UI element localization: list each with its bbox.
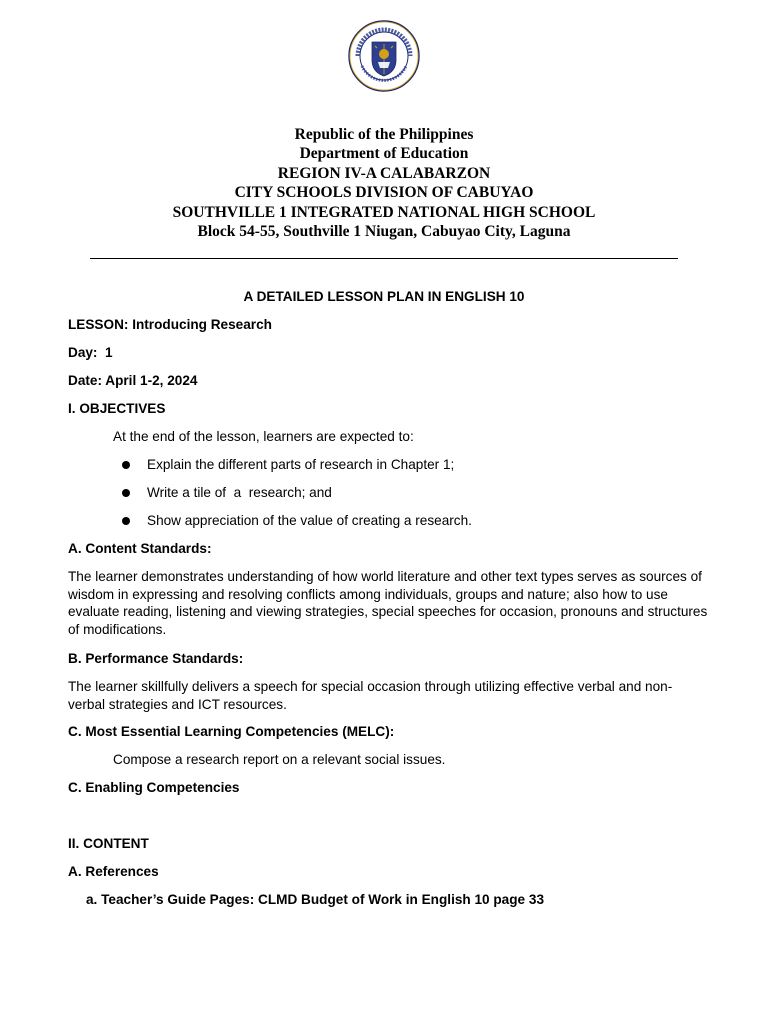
content-standards-heading: A. Content Standards: [68, 541, 212, 556]
list-item: Explain the different parts of research in Chapter 1; [147, 457, 455, 472]
objectives-intro: At the end of the lesson, learners are expected to: [113, 429, 414, 444]
performance-standards-heading: B. Performance Standards: [68, 651, 244, 666]
melc-text: Compose a research report on a relevant social issues. [113, 752, 446, 767]
document-title: A DETAILED LESSON PLAN IN ENGLISH 10 [243, 289, 525, 304]
header-divider [90, 258, 678, 259]
date-label: Date: April 1-2, 2024 [68, 373, 198, 388]
bullet-icon [122, 517, 130, 525]
header-address: Block 54-55, Southville 1 Niugan, Cabuyao City, Laguna [197, 223, 571, 241]
header-region: REGION IV-A CALABARZON [277, 164, 491, 182]
letterhead [0, 125, 768, 241]
references-teachers-guide: a. Teacher’s Guide Pages: CLMD Budget of Work in English 10 page 33 [86, 892, 545, 907]
header-republic: Republic of the Philippines [294, 126, 474, 143]
enabling-competencies-heading: C. Enabling Competencies [68, 780, 240, 795]
melc-heading: C. Most Essential Learning Competencies (MELC): [68, 724, 395, 739]
header-department: Department of Education [299, 145, 469, 163]
content-heading: II. CONTENT [68, 836, 149, 851]
list-item: Show appreciation of the value of creating a research. [147, 513, 472, 528]
bullet-icon [122, 489, 130, 497]
objectives-heading: I. OBJECTIVES [68, 401, 166, 416]
content-standards-text: The learner demonstrates understanding of how world literature and other text types serves as sources of wisdom in expressing and resolving conflicts among individuals, groups and nature; also how to use evaluate reading, listening and viewing strategies, special speeches for occasion, pronouns and structures of modifications. [68, 569, 708, 637]
lesson-label: LESSON: Introducing Research [68, 317, 272, 332]
references-heading: A. References [68, 864, 159, 879]
performance-standards-text: The learner skillfully delivers a speech for special occasion through utilizing effective verbal and non-verbal strategies and ICT resources. [68, 679, 673, 712]
header-school: SOUTHVILLE 1 INTEGRATED NATIONAL HIGH SCHOOL [172, 203, 596, 221]
header-division: CITY SCHOOLS DIVISION OF CABUYAO [234, 184, 534, 202]
bullet-icon [122, 461, 130, 469]
deped-seal-icon [348, 20, 420, 92]
day-label: Day: 1 [68, 345, 113, 360]
list-item: Write a tile of a research; and [147, 485, 332, 500]
